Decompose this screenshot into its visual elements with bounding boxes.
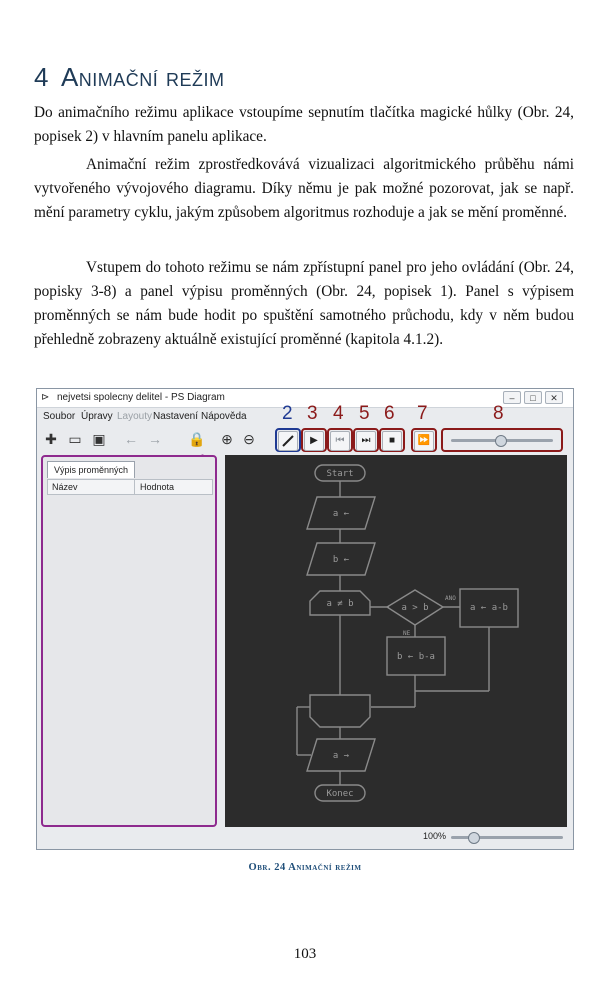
paragraph-2: Animační režim zprostředkovává vizualizaci algoritmického průběhu námi vytvořeného vývojového diagramu. Díky němu je pak možné pozorovat, jak se např. mění parametry cyklu, jakým způsobem algoritmus rozhoduje a jak se mění proměnné.: [34, 156, 574, 221]
save-icon[interactable]: ▣: [92, 431, 106, 447]
figure-caption: Obr. 24 Animační režim: [248, 862, 362, 873]
speed-slider-highlight: [441, 428, 563, 452]
diagram-canvas[interactable]: [225, 455, 567, 827]
maximize-button[interactable]: □: [524, 391, 542, 404]
menu-soubor[interactable]: Soubor: [43, 411, 76, 422]
column-name[interactable]: Název: [52, 482, 78, 492]
annotation-8: 8: [493, 403, 504, 424]
assign-b-label: b ← b-a: [397, 652, 435, 662]
chapter-heading: [34, 62, 225, 93]
status-bar: [37, 827, 573, 849]
variables-panel: [41, 455, 217, 827]
magic-wand-button[interactable]: [278, 431, 298, 451]
loop-end-node: [310, 695, 370, 727]
app-window: [36, 388, 574, 850]
reset-button[interactable]: ⏮: [330, 431, 350, 451]
annotation-3: 3: [307, 403, 318, 424]
paragraph-3: Vstupem do tohoto režimu se nám zpřístupní panel pro jeho ovládání (Obr. 24, popisky 3-8) a panel výpisu proměnných (Obr. 24, popisek 1). Panel s výpisem proměnných se nám bude hodit po spuštění samotného průchodu, kdy v něm budou přehledně zobrazeny aktuálně existující proměnné (kapitola 4.1.2).: [34, 259, 574, 348]
lock-icon[interactable]: 🔒: [188, 431, 206, 447]
annotation-7: 7: [417, 403, 428, 424]
no-label: NE: [403, 630, 411, 637]
magic-wand-highlight: [275, 428, 301, 452]
start-label: Start: [326, 469, 354, 479]
annotation-5: 5: [359, 403, 370, 424]
yes-label: ANO: [445, 595, 456, 602]
menu-layouty[interactable]: Layouty: [117, 411, 153, 422]
zoom-out-icon[interactable]: ⊖: [243, 431, 255, 447]
decision-label: a > b: [401, 603, 429, 613]
annotation-6: 6: [384, 403, 395, 424]
app-icon: ⊳: [41, 392, 50, 403]
menu-nastaveni[interactable]: Nastavení: [153, 411, 199, 422]
menu-napoveda[interactable]: Nápověda: [201, 411, 247, 422]
play-highlight: [301, 428, 327, 452]
close-button[interactable]: ✕: [545, 391, 563, 404]
speed-slider-handle[interactable]: [495, 435, 507, 447]
step-highlight: [353, 428, 379, 452]
play-button[interactable]: ▶: [304, 431, 324, 451]
input-b-label: b ←: [332, 555, 350, 565]
end-label: Konec: [326, 789, 354, 799]
step-button[interactable]: ⏭: [356, 431, 376, 451]
fast-forward-button[interactable]: ⏩: [414, 431, 434, 451]
fast-forward-highlight: [411, 428, 437, 452]
redo-icon[interactable]: →: [148, 431, 162, 447]
reset-highlight: [327, 428, 353, 452]
chapter-title: Animační režim: [60, 62, 225, 92]
new-file-icon[interactable]: ✚: [45, 431, 57, 447]
chapter-number: 4: [34, 62, 49, 92]
undo-icon[interactable]: ←: [124, 431, 138, 447]
assign-a-label: a ← a-b: [470, 603, 508, 613]
annotation-2: 2: [282, 403, 293, 424]
magic-wand-icon: [279, 432, 297, 450]
zoom-level: 100%: [423, 831, 447, 841]
window-title: nejvetsi spolecny delitel - PS Diagram: [57, 392, 225, 403]
zoom-in-icon[interactable]: ⊕: [221, 431, 233, 447]
menu-upravy[interactable]: Úpravy: [81, 411, 113, 422]
variables-table-header: [47, 479, 213, 495]
output-a-label: a →: [332, 751, 350, 761]
open-folder-icon[interactable]: ▭: [68, 431, 82, 447]
minimize-button[interactable]: –: [503, 391, 521, 404]
column-value[interactable]: Hodnota: [140, 482, 175, 492]
loop-label: a ≠ b: [326, 599, 354, 609]
annotation-4: 4: [333, 403, 344, 424]
paragraph-1: Do animačního režimu aplikace vstoupíme sepnutím tlačítka magické hůlky (Obr. 24, popisek 2) v hlavním panelu aplikace.: [34, 104, 574, 145]
flowchart: [225, 455, 567, 827]
tab-variables[interactable]: Výpis proměnných: [47, 461, 135, 478]
stop-highlight: [379, 428, 405, 452]
stop-button[interactable]: ■: [382, 431, 402, 451]
page-number: 103: [293, 946, 317, 962]
input-a-label: a ←: [332, 509, 350, 519]
zoom-slider-handle[interactable]: [468, 832, 480, 844]
